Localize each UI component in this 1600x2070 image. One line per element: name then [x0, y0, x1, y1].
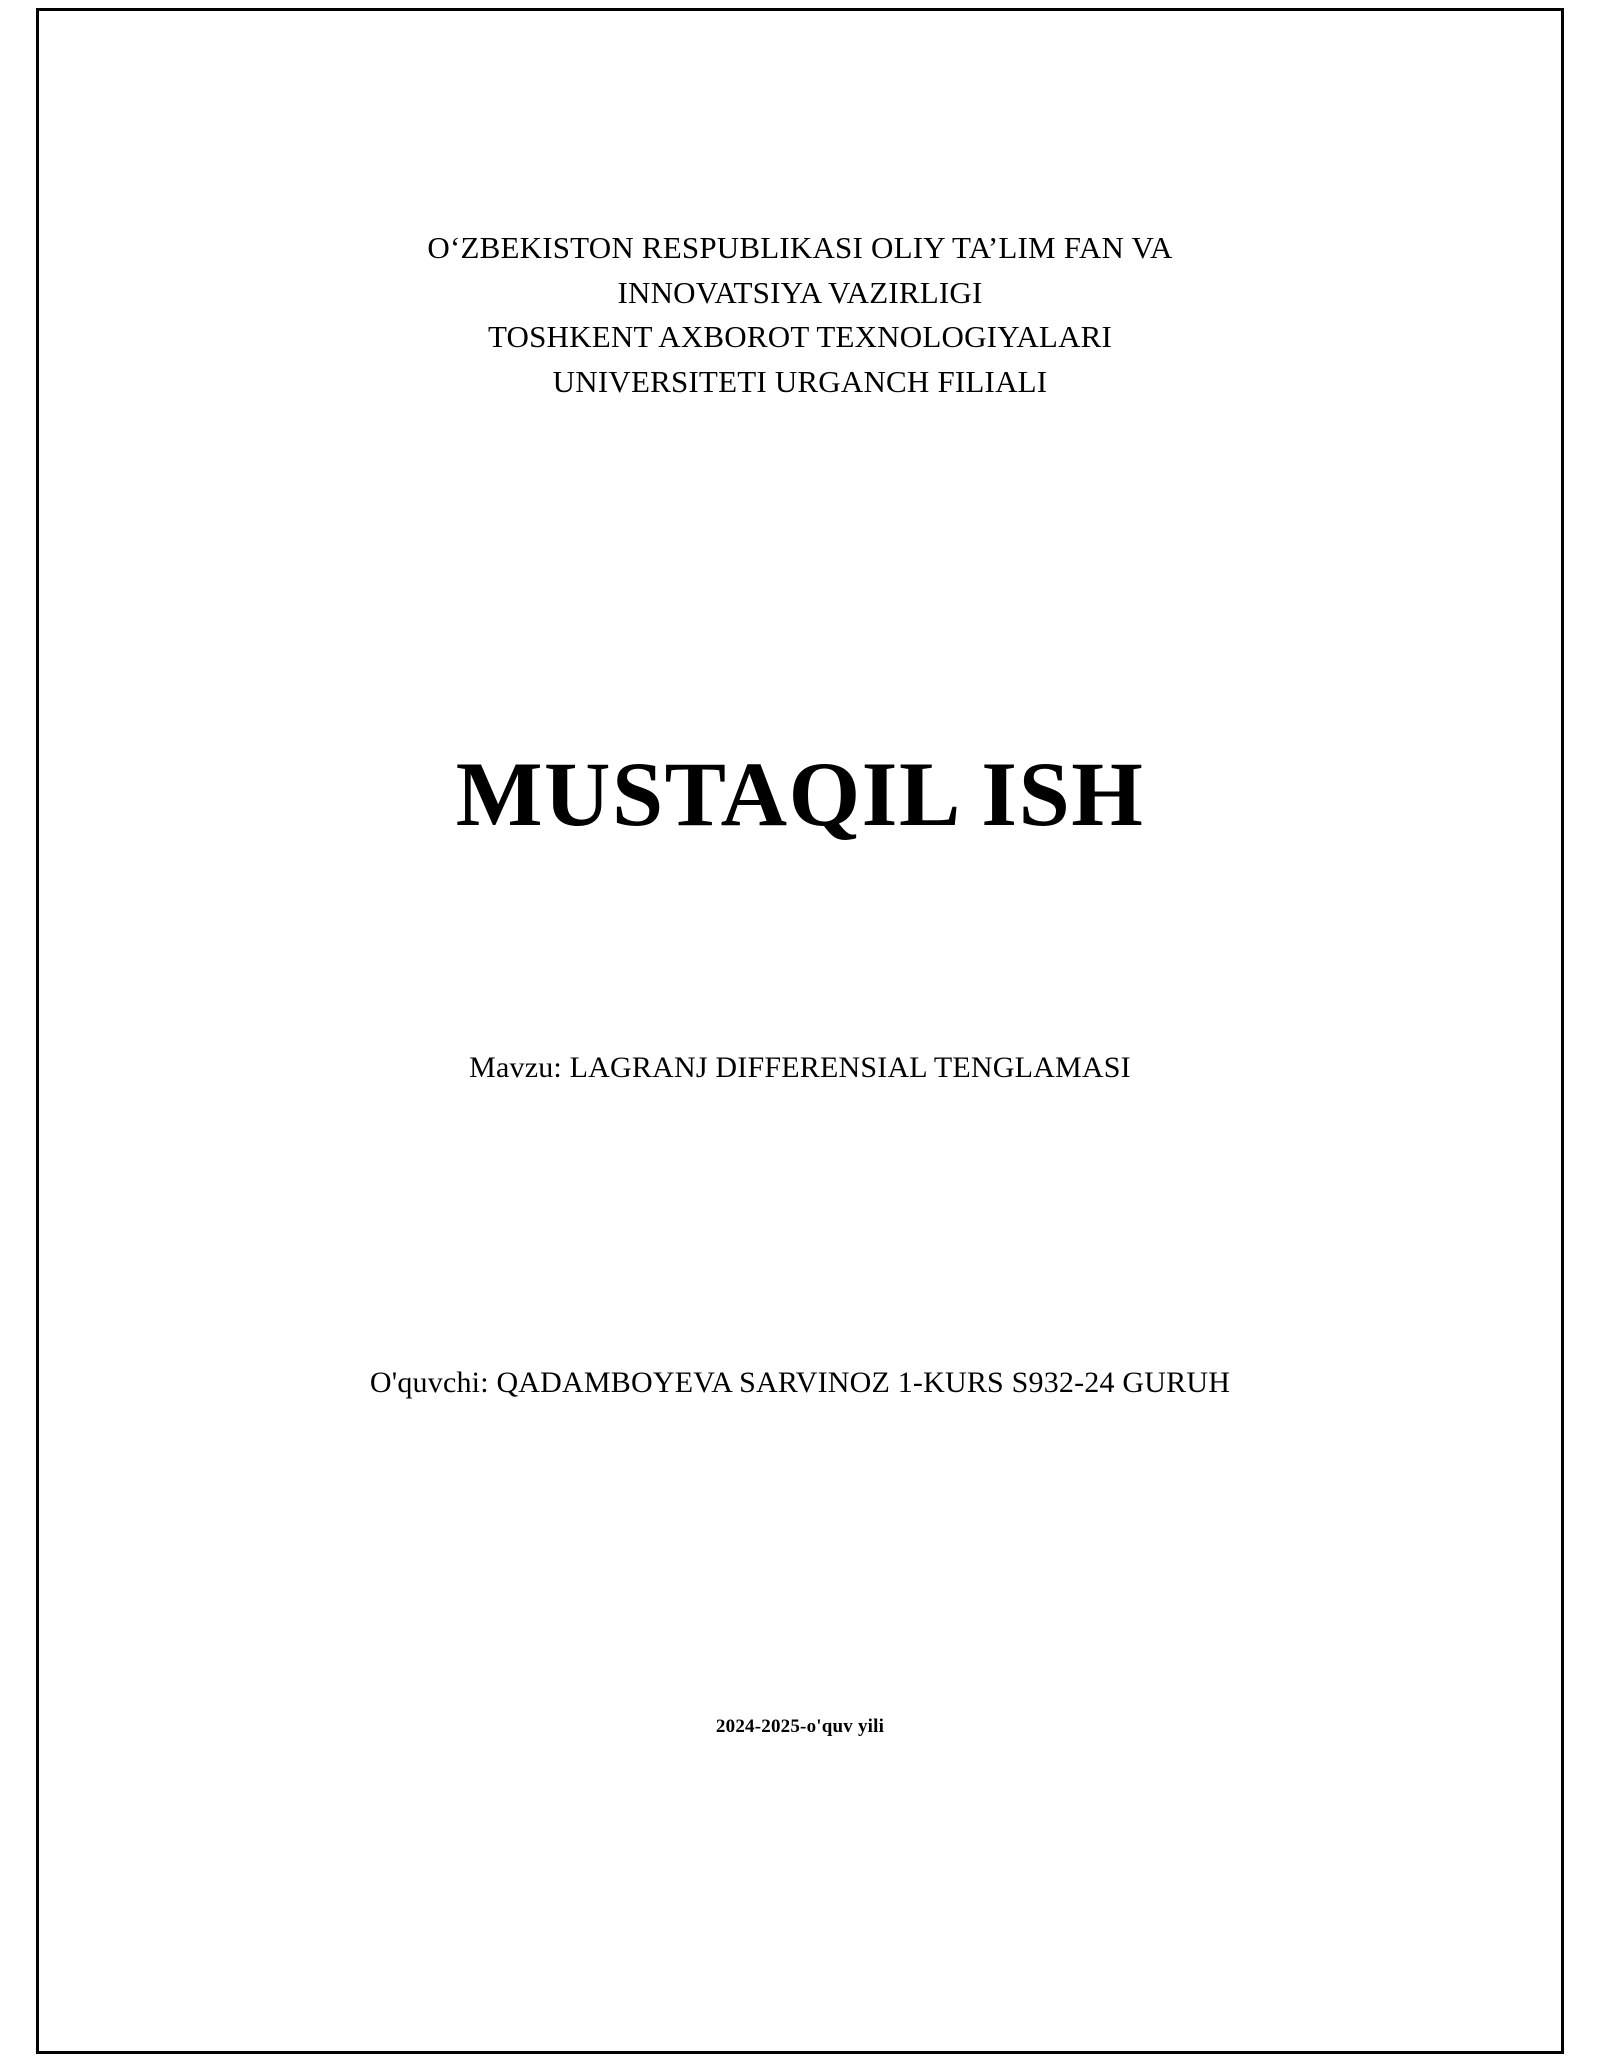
institution-header — [39, 226, 1561, 405]
student-info-line: O'quvchi: QADAMBOYEVA SARVINOZ 1-KURS S932-24 GURUH — [369, 1366, 1231, 1399]
institution-header-line-3: TOSHKENT AXBOROT TEXNOLOGIYALARI — [487, 319, 1113, 355]
subject-topic-line: Mavzu: LAGRANJ DIFFERENSIAL TENGLAMASI — [469, 1051, 1131, 1084]
academic-year-label: 2024-2025-o'quv yili — [715, 1716, 885, 1737]
institution-header-line-2: INNOVATSIYA VAZIRLIGI — [617, 274, 983, 310]
page-border — [36, 8, 1564, 2054]
page-content — [39, 11, 1561, 2051]
institution-header-line-4: UNIVERSITETI URGANCH FILIALI — [552, 363, 1048, 399]
page-title: MUSTAQIL ISH — [455, 743, 1145, 845]
institution-header-line-1: O‘ZBEKISTON RESPUBLIKASI OLIY TA’LIM FAN VA — [427, 230, 1173, 265]
